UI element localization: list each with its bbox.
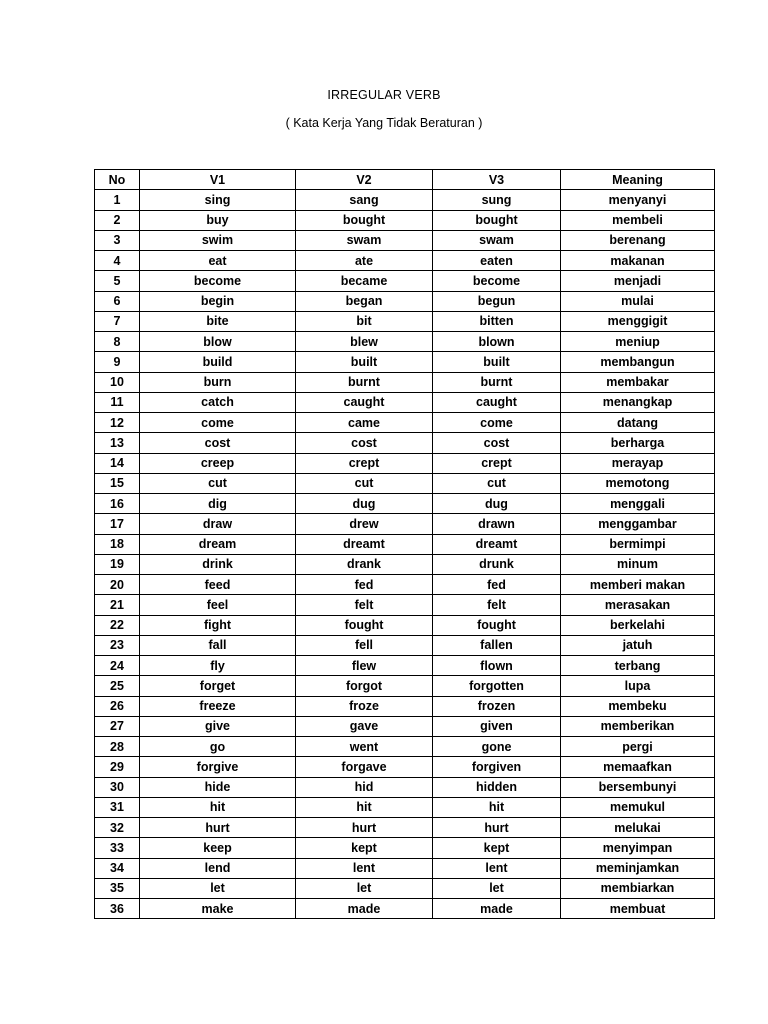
table-row	[95, 797, 715, 817]
cell-no: 28	[95, 737, 140, 757]
cell-v3: begun	[433, 291, 561, 311]
cell-meaning: menggambar	[561, 514, 715, 534]
cell-no: 14	[95, 453, 140, 473]
table-row	[95, 190, 715, 210]
cell-v3: dug	[433, 494, 561, 514]
table-row	[95, 858, 715, 878]
cell-no: 17	[95, 514, 140, 534]
cell-v1: forget	[140, 676, 296, 696]
cell-v1: feel	[140, 595, 296, 615]
cell-meaning: menyimpan	[561, 838, 715, 858]
cell-no: 30	[95, 777, 140, 797]
cell-v2: crept	[296, 453, 433, 473]
table-row	[95, 494, 715, 514]
table-row	[95, 413, 715, 433]
table-row	[95, 453, 715, 473]
cell-v3: become	[433, 271, 561, 291]
cell-v2: burnt	[296, 372, 433, 392]
cell-v2: hid	[296, 777, 433, 797]
cell-v2: froze	[296, 696, 433, 716]
cell-no: 8	[95, 332, 140, 352]
cell-v2: built	[296, 352, 433, 372]
cell-v3: sung	[433, 190, 561, 210]
cell-meaning: menggali	[561, 494, 715, 514]
cell-v1: burn	[140, 372, 296, 392]
cell-meaning: memberikan	[561, 716, 715, 736]
cell-meaning: mulai	[561, 291, 715, 311]
cell-meaning: berenang	[561, 230, 715, 250]
cell-no: 2	[95, 210, 140, 230]
table-row	[95, 271, 715, 291]
cell-v3: frozen	[433, 696, 561, 716]
cell-no: 34	[95, 858, 140, 878]
table-row	[95, 554, 715, 574]
cell-v2: came	[296, 413, 433, 433]
table-row	[95, 878, 715, 898]
table-row	[95, 372, 715, 392]
cell-v1: dream	[140, 534, 296, 554]
cell-no: 15	[95, 473, 140, 493]
cell-meaning: pergi	[561, 737, 715, 757]
table-row	[95, 899, 715, 919]
cell-v3: lent	[433, 858, 561, 878]
header-meaning: Meaning	[561, 170, 715, 190]
table-row	[95, 210, 715, 230]
cell-v2: began	[296, 291, 433, 311]
cell-v2: forgot	[296, 676, 433, 696]
cell-v2: gave	[296, 716, 433, 736]
cell-meaning: merasakan	[561, 595, 715, 615]
cell-meaning: berkelahi	[561, 615, 715, 635]
cell-no: 33	[95, 838, 140, 858]
table-row	[95, 595, 715, 615]
table-row	[95, 818, 715, 838]
cell-v2: forgave	[296, 757, 433, 777]
cell-v1: freeze	[140, 696, 296, 716]
cell-meaning: meminjamkan	[561, 858, 715, 878]
cell-no: 22	[95, 615, 140, 635]
cell-no: 4	[95, 251, 140, 271]
cell-v3: dreamt	[433, 534, 561, 554]
cell-v3: blown	[433, 332, 561, 352]
table-row	[95, 291, 715, 311]
cell-v1: fall	[140, 635, 296, 655]
cell-v1: feed	[140, 575, 296, 595]
cell-v1: lend	[140, 858, 296, 878]
irregular-verb-table	[94, 169, 715, 919]
cell-v1: forgive	[140, 757, 296, 777]
page-title: IRREGULAR VERB	[327, 88, 441, 102]
cell-v1: catch	[140, 392, 296, 412]
cell-v2: dug	[296, 494, 433, 514]
cell-no: 23	[95, 635, 140, 655]
cell-v1: hide	[140, 777, 296, 797]
cell-v2: swam	[296, 230, 433, 250]
table-body	[95, 190, 715, 919]
cell-v2: cost	[296, 433, 433, 453]
cell-v3: hit	[433, 797, 561, 817]
cell-v3: let	[433, 878, 561, 898]
cell-meaning: memotong	[561, 473, 715, 493]
page-subtitle: ( Kata Kerja Yang Tidak Beraturan )	[285, 116, 483, 130]
cell-v3: hidden	[433, 777, 561, 797]
cell-v1: buy	[140, 210, 296, 230]
cell-meaning: berharga	[561, 433, 715, 453]
cell-meaning: bermimpi	[561, 534, 715, 554]
cell-meaning: memukul	[561, 797, 715, 817]
table-row	[95, 656, 715, 676]
cell-v3: bought	[433, 210, 561, 230]
table-row	[95, 392, 715, 412]
cell-v3: drawn	[433, 514, 561, 534]
cell-v1: creep	[140, 453, 296, 473]
cell-v2: went	[296, 737, 433, 757]
cell-no: 32	[95, 818, 140, 838]
cell-v1: cost	[140, 433, 296, 453]
cell-meaning: makanan	[561, 251, 715, 271]
cell-v1: eat	[140, 251, 296, 271]
table-row	[95, 575, 715, 595]
cell-meaning: membeli	[561, 210, 715, 230]
cell-v3: kept	[433, 838, 561, 858]
table-row	[95, 777, 715, 797]
cell-v2: became	[296, 271, 433, 291]
cell-no: 29	[95, 757, 140, 777]
cell-no: 11	[95, 392, 140, 412]
cell-v2: drank	[296, 554, 433, 574]
table-row	[95, 433, 715, 453]
cell-v2: let	[296, 878, 433, 898]
cell-v1: come	[140, 413, 296, 433]
cell-v1: keep	[140, 838, 296, 858]
cell-v3: drunk	[433, 554, 561, 574]
cell-v1: swim	[140, 230, 296, 250]
cell-v3: flown	[433, 656, 561, 676]
cell-v2: bought	[296, 210, 433, 230]
cell-no: 3	[95, 230, 140, 250]
cell-v2: caught	[296, 392, 433, 412]
cell-v1: go	[140, 737, 296, 757]
cell-v2: sang	[296, 190, 433, 210]
cell-meaning: meniup	[561, 332, 715, 352]
cell-v1: blow	[140, 332, 296, 352]
cell-v2: flew	[296, 656, 433, 676]
table-row	[95, 838, 715, 858]
cell-v3: built	[433, 352, 561, 372]
cell-v2: hurt	[296, 818, 433, 838]
cell-v3: bitten	[433, 311, 561, 331]
cell-meaning: membiarkan	[561, 878, 715, 898]
cell-v1: drink	[140, 554, 296, 574]
cell-meaning: membuat	[561, 899, 715, 919]
cell-meaning: membeku	[561, 696, 715, 716]
cell-meaning: membakar	[561, 372, 715, 392]
cell-meaning: menyanyi	[561, 190, 715, 210]
cell-no: 24	[95, 656, 140, 676]
cell-meaning: menangkap	[561, 392, 715, 412]
cell-v2: felt	[296, 595, 433, 615]
cell-v1: sing	[140, 190, 296, 210]
table-header	[95, 170, 715, 190]
table-row	[95, 473, 715, 493]
cell-meaning: melukai	[561, 818, 715, 838]
cell-meaning: datang	[561, 413, 715, 433]
table-row	[95, 757, 715, 777]
cell-meaning: memaafkan	[561, 757, 715, 777]
cell-v1: fight	[140, 615, 296, 635]
cell-no: 36	[95, 899, 140, 919]
cell-meaning: memberi makan	[561, 575, 715, 595]
cell-v1: dig	[140, 494, 296, 514]
table-row	[95, 676, 715, 696]
table-row	[95, 737, 715, 757]
cell-meaning: lupa	[561, 676, 715, 696]
table-row	[95, 311, 715, 331]
cell-meaning: menjadi	[561, 271, 715, 291]
cell-no: 12	[95, 413, 140, 433]
cell-v3: cut	[433, 473, 561, 493]
cell-no: 10	[95, 372, 140, 392]
table-row	[95, 251, 715, 271]
cell-v3: forgiven	[433, 757, 561, 777]
cell-v3: hurt	[433, 818, 561, 838]
table-row	[95, 635, 715, 655]
cell-no: 1	[95, 190, 140, 210]
cell-no: 21	[95, 595, 140, 615]
cell-v3: crept	[433, 453, 561, 473]
header-v2: V2	[296, 170, 433, 190]
cell-meaning: membangun	[561, 352, 715, 372]
header-v1: V1	[140, 170, 296, 190]
cell-meaning: bersembunyi	[561, 777, 715, 797]
cell-v3: cost	[433, 433, 561, 453]
cell-v3: fought	[433, 615, 561, 635]
cell-v3: fed	[433, 575, 561, 595]
cell-no: 7	[95, 311, 140, 331]
cell-v2: drew	[296, 514, 433, 534]
table-row	[95, 615, 715, 635]
cell-v3: caught	[433, 392, 561, 412]
cell-v2: lent	[296, 858, 433, 878]
table-row	[95, 716, 715, 736]
cell-v2: made	[296, 899, 433, 919]
table-row	[95, 332, 715, 352]
cell-no: 27	[95, 716, 140, 736]
cell-meaning: terbang	[561, 656, 715, 676]
cell-meaning: menggigit	[561, 311, 715, 331]
cell-v1: let	[140, 878, 296, 898]
cell-v1: hit	[140, 797, 296, 817]
cell-v2: fought	[296, 615, 433, 635]
cell-v2: blew	[296, 332, 433, 352]
table-row	[95, 230, 715, 250]
table-row	[95, 352, 715, 372]
cell-v3: burnt	[433, 372, 561, 392]
cell-meaning: jatuh	[561, 635, 715, 655]
cell-v2: hit	[296, 797, 433, 817]
header-v3: V3	[433, 170, 561, 190]
cell-no: 20	[95, 575, 140, 595]
cell-no: 19	[95, 554, 140, 574]
cell-no: 25	[95, 676, 140, 696]
cell-no: 35	[95, 878, 140, 898]
cell-no: 9	[95, 352, 140, 372]
cell-v1: draw	[140, 514, 296, 534]
cell-v2: cut	[296, 473, 433, 493]
cell-no: 18	[95, 534, 140, 554]
cell-meaning: minum	[561, 554, 715, 574]
cell-v3: given	[433, 716, 561, 736]
cell-v1: cut	[140, 473, 296, 493]
cell-v3: made	[433, 899, 561, 919]
table-row	[95, 696, 715, 716]
cell-no: 13	[95, 433, 140, 453]
cell-no: 26	[95, 696, 140, 716]
cell-v3: felt	[433, 595, 561, 615]
cell-v1: fly	[140, 656, 296, 676]
cell-v2: fed	[296, 575, 433, 595]
cell-v3: gone	[433, 737, 561, 757]
cell-v2: kept	[296, 838, 433, 858]
cell-v3: forgotten	[433, 676, 561, 696]
cell-v3: swam	[433, 230, 561, 250]
cell-v1: begin	[140, 291, 296, 311]
cell-v1: build	[140, 352, 296, 372]
table-row	[95, 534, 715, 554]
cell-v3: come	[433, 413, 561, 433]
cell-v2: ate	[296, 251, 433, 271]
cell-meaning: merayap	[561, 453, 715, 473]
cell-v1: make	[140, 899, 296, 919]
cell-v1: bite	[140, 311, 296, 331]
cell-no: 6	[95, 291, 140, 311]
cell-v2: dreamt	[296, 534, 433, 554]
cell-no: 16	[95, 494, 140, 514]
cell-v2: bit	[296, 311, 433, 331]
cell-v1: become	[140, 271, 296, 291]
cell-v1: hurt	[140, 818, 296, 838]
cell-v2: fell	[296, 635, 433, 655]
cell-v3: eaten	[433, 251, 561, 271]
cell-v1: give	[140, 716, 296, 736]
table-row	[95, 514, 715, 534]
header-no: No	[95, 170, 140, 190]
header-row	[95, 170, 715, 190]
cell-no: 5	[95, 271, 140, 291]
cell-v3: fallen	[433, 635, 561, 655]
cell-no: 31	[95, 797, 140, 817]
